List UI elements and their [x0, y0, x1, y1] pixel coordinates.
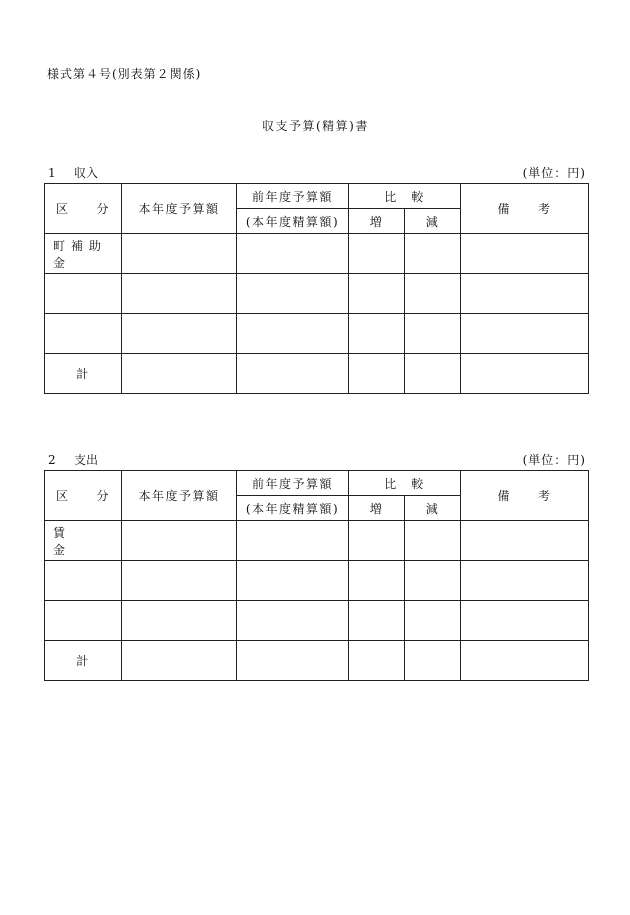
total-row — [45, 354, 589, 394]
header-current-budget: 本年度予算額 — [122, 471, 237, 521]
table-row — [45, 314, 589, 354]
cell-decrease[interactable] — [405, 641, 461, 681]
cell-decrease[interactable] — [405, 274, 461, 314]
header-decrease: 減 — [405, 496, 461, 521]
cell-increase[interactable] — [349, 274, 405, 314]
cell-prev-budget[interactable] — [237, 274, 349, 314]
document-title: 収支予算(精算)書 — [262, 119, 369, 133]
cell-remarks[interactable] — [461, 354, 589, 394]
cell-increase[interactable] — [349, 234, 405, 274]
cell-remarks[interactable] — [461, 521, 589, 561]
total-row — [45, 641, 589, 681]
header-comparison: 比 較 — [349, 184, 461, 209]
header-decrease: 減 — [405, 209, 461, 234]
header-comparison: 比 較 — [349, 471, 461, 496]
header-increase: 増 — [349, 496, 405, 521]
cell-prev-budget[interactable] — [237, 234, 349, 274]
cell-decrease[interactable] — [405, 234, 461, 274]
cell-increase[interactable] — [349, 641, 405, 681]
cell-current-budget[interactable] — [122, 601, 237, 641]
cell-current-budget[interactable] — [122, 314, 237, 354]
income-table — [44, 183, 589, 394]
income-unit-label: (単位：円) — [522, 166, 586, 180]
cell-remarks[interactable] — [461, 314, 589, 354]
cell-current-budget[interactable] — [122, 274, 237, 314]
cell-decrease[interactable] — [405, 354, 461, 394]
table-row — [45, 601, 589, 641]
expense-table — [44, 470, 589, 681]
cell-decrease[interactable] — [405, 521, 461, 561]
table-row — [45, 561, 589, 601]
cell-prev-budget[interactable] — [237, 641, 349, 681]
cell-prev-budget[interactable] — [237, 521, 349, 561]
header-remarks: 備 考 — [461, 184, 589, 234]
header-prev-budget: 前年度予算額 — [237, 471, 349, 496]
income-section-title: 収入 — [74, 166, 99, 180]
income-section-heading — [48, 164, 98, 181]
total-label: 計 — [45, 641, 122, 681]
header-category: 区 分 — [45, 471, 122, 521]
header-increase: 増 — [349, 209, 405, 234]
header-prev-settlement: (本年度精算額) — [237, 209, 349, 234]
cell-decrease[interactable] — [405, 314, 461, 354]
row-label[interactable] — [45, 314, 122, 354]
table-row — [45, 274, 589, 314]
cell-remarks[interactable] — [461, 234, 589, 274]
cell-remarks[interactable] — [461, 274, 589, 314]
cell-prev-budget[interactable] — [237, 354, 349, 394]
header-prev-budget: 前年度予算額 — [237, 184, 349, 209]
cell-remarks[interactable] — [461, 601, 589, 641]
row-label[interactable] — [45, 601, 122, 641]
header-remarks: 備 考 — [461, 471, 589, 521]
cell-remarks[interactable] — [461, 561, 589, 601]
total-label: 計 — [45, 354, 122, 394]
header-prev-settlement: (本年度精算額) — [237, 496, 349, 521]
row-label[interactable] — [45, 274, 122, 314]
header-category: 区 分 — [45, 184, 122, 234]
cell-current-budget[interactable] — [122, 521, 237, 561]
expense-section-number: 2 — [48, 453, 56, 467]
cell-current-budget[interactable] — [122, 641, 237, 681]
table-row — [45, 521, 589, 561]
cell-prev-budget[interactable] — [237, 561, 349, 601]
cell-increase[interactable] — [349, 314, 405, 354]
cell-increase[interactable] — [349, 561, 405, 601]
form-number: 様式第４号(別表第２関係) — [47, 67, 202, 81]
cell-current-budget[interactable] — [122, 354, 237, 394]
expense-section-heading — [48, 451, 98, 468]
cell-current-budget[interactable] — [122, 234, 237, 274]
cell-decrease[interactable] — [405, 561, 461, 601]
header-current-budget: 本年度予算額 — [122, 184, 237, 234]
row-label: 町補助金 — [45, 234, 122, 274]
cell-remarks[interactable] — [461, 641, 589, 681]
expense-section-title: 支出 — [74, 453, 99, 467]
row-label: 賃 金 — [45, 521, 122, 561]
cell-increase[interactable] — [349, 601, 405, 641]
cell-increase[interactable] — [349, 521, 405, 561]
cell-decrease[interactable] — [405, 601, 461, 641]
expense-unit-label: (単位：円) — [522, 453, 586, 467]
cell-increase[interactable] — [349, 354, 405, 394]
income-section-number: 1 — [48, 166, 56, 180]
cell-prev-budget[interactable] — [237, 314, 349, 354]
table-row — [45, 234, 589, 274]
cell-current-budget[interactable] — [122, 561, 237, 601]
cell-prev-budget[interactable] — [237, 601, 349, 641]
row-label[interactable] — [45, 561, 122, 601]
